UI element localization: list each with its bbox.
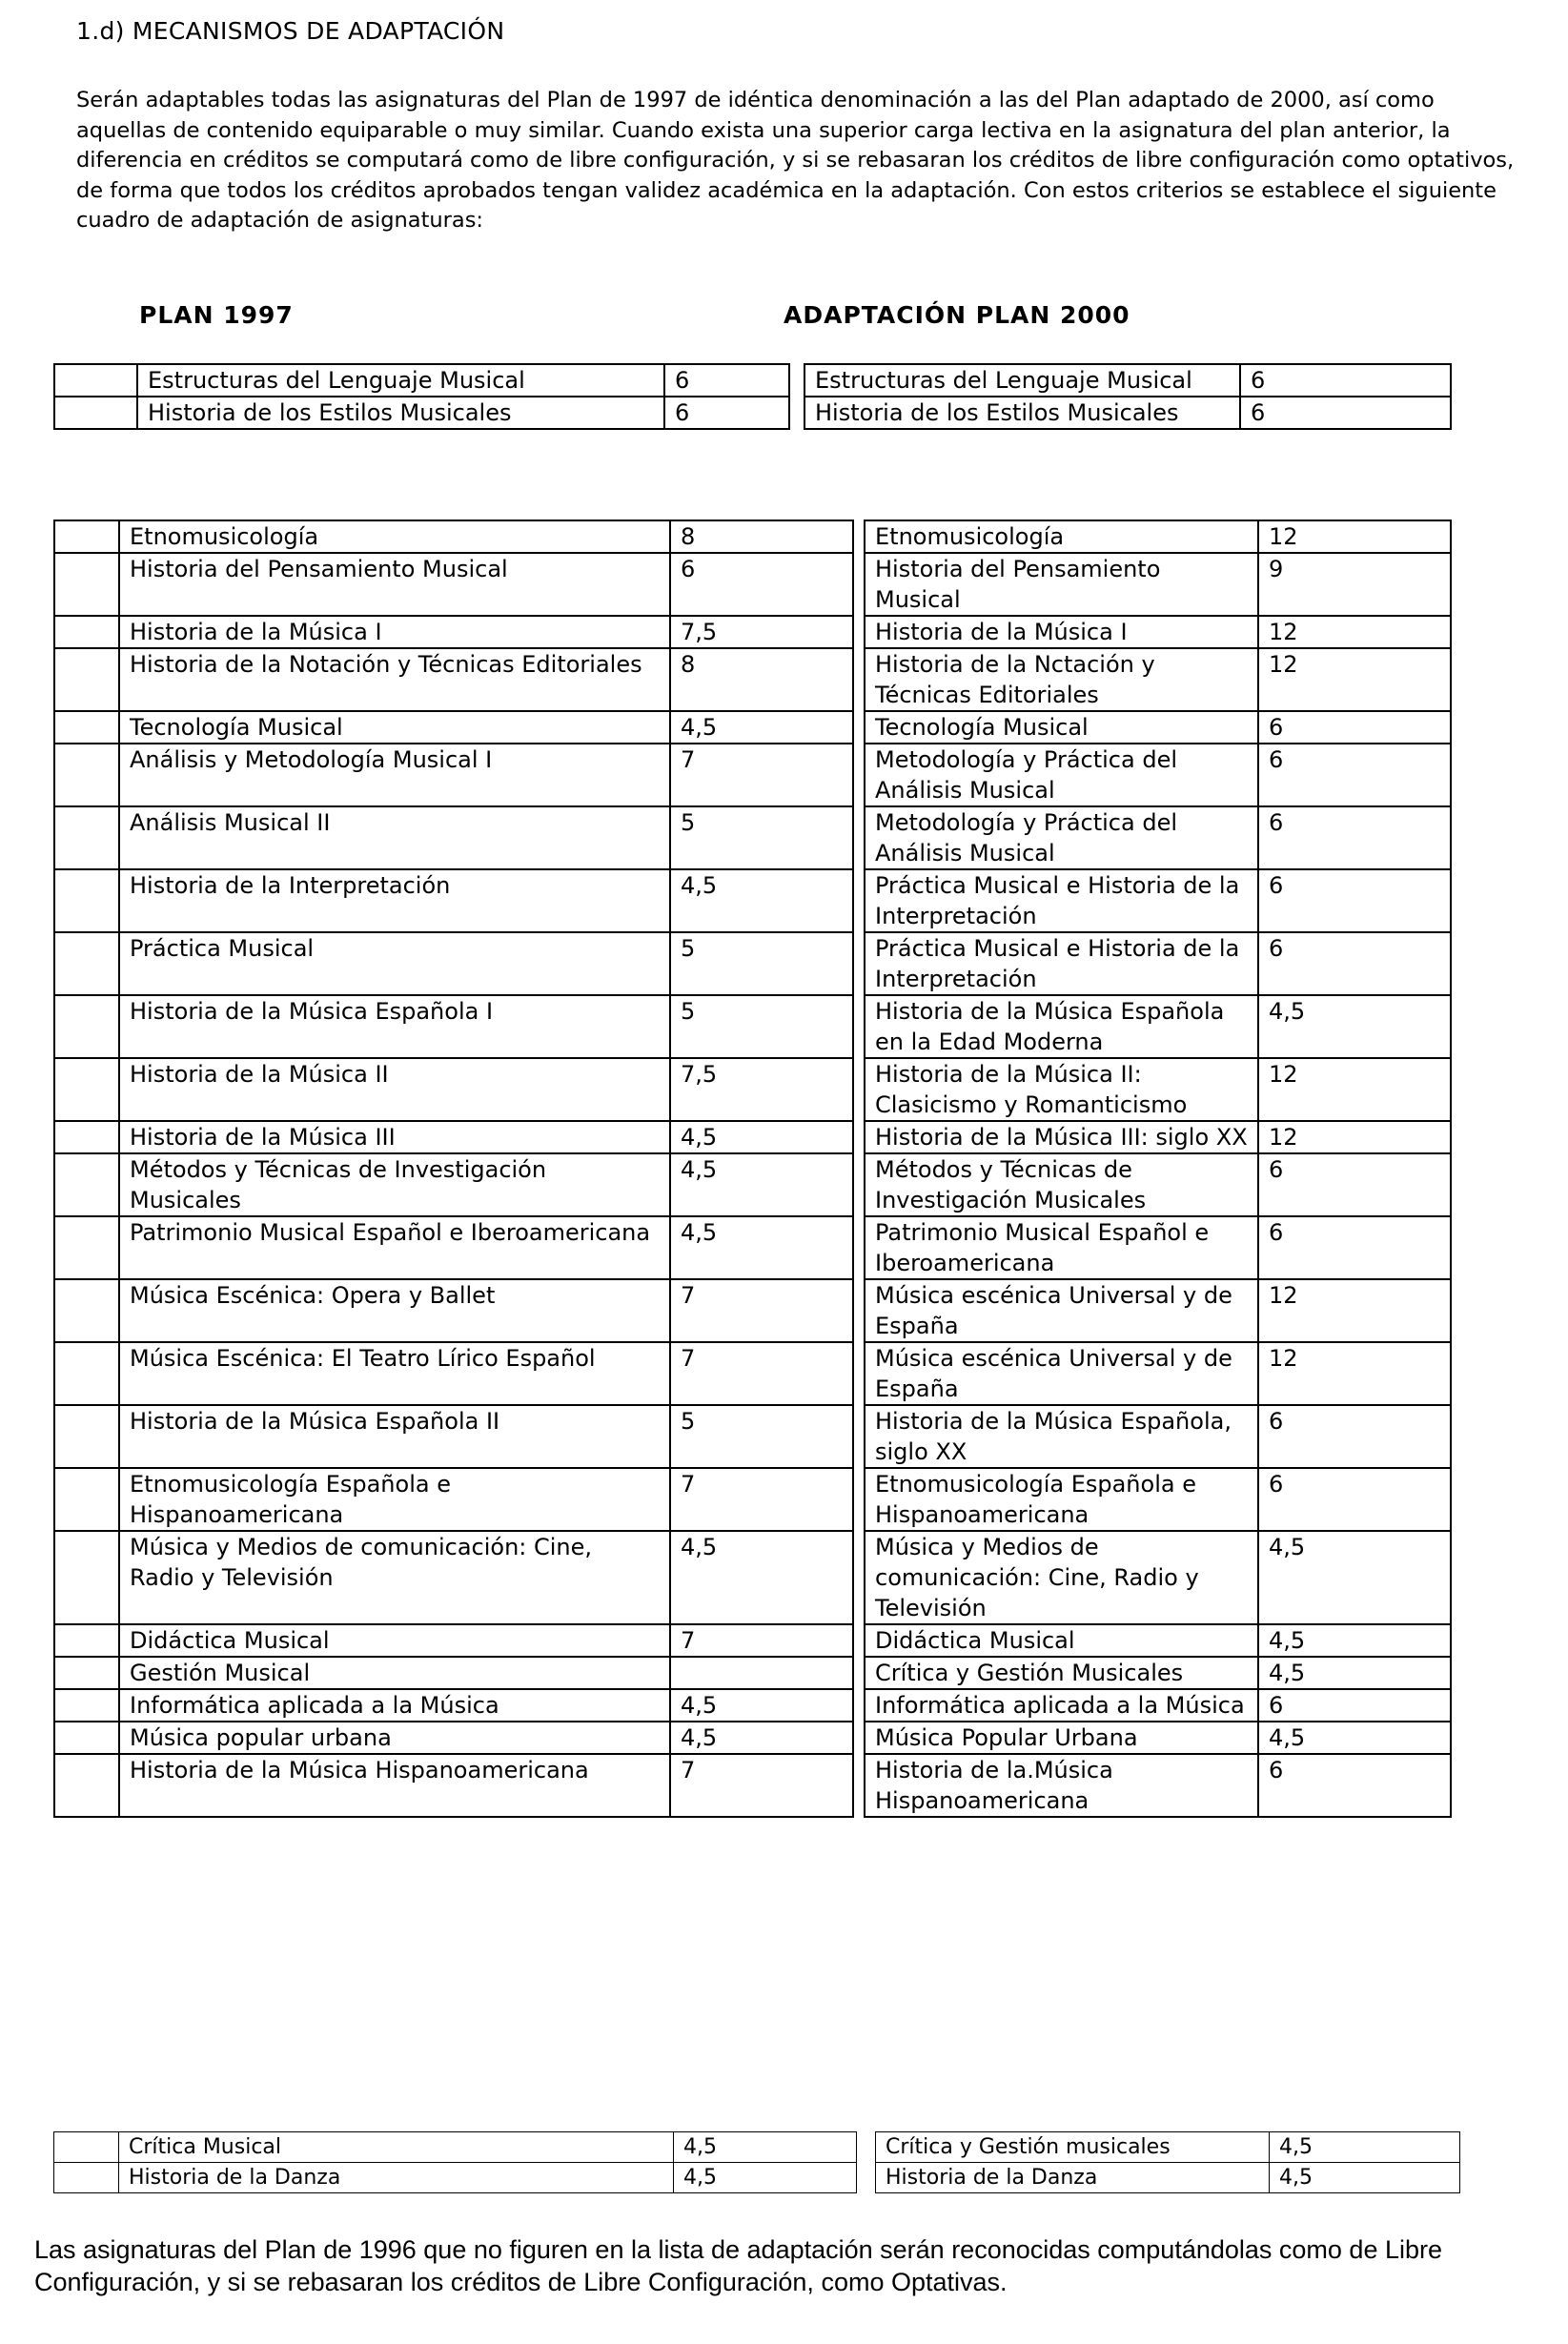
- plan-2000-subject: Crítica y Gestión Musicales: [865, 1657, 1258, 1689]
- plan-1997-subject: Música Escénica: El Teatro Lírico Español: [119, 1342, 670, 1405]
- adaptation-table-3-body: [54, 2132, 1460, 2193]
- plan-2000-subject: Etnomusicología: [865, 520, 1258, 553]
- adaptation-table-1: [53, 363, 1452, 430]
- intro-paragraph: Serán adaptables todas las asignaturas del Plan de 1997 de idéntica denominación a las del Plan adaptado de 2000, así como aquellas de contenido equiparable o muy similar. Cuando exista una superior carga lectiva en la asignatura del plan anterior, la diferencia en créditos se computará como de libre configuración, y si se rebasaran los créditos de libre configuración como optativos, de forma que todos los créditos aprobados tengan validez académica en la adaptación. Con estos criterios se establece el siguiente cuadro de adaptación de asignaturas:: [76, 88, 1515, 233]
- column-spacer: [853, 1624, 865, 1657]
- plan-2000-subject: Historia de la Música I: [865, 616, 1258, 648]
- column-spacer: [853, 995, 865, 1058]
- column-spacer: [853, 1058, 865, 1121]
- plan-2000-credits: 4,5: [1258, 1624, 1451, 1657]
- plan-2000-subject: Patrimonio Musical Español e Iberoamericana: [865, 1216, 1258, 1279]
- table-row: [54, 616, 1451, 648]
- table-row: [54, 711, 1451, 744]
- plan-1997-subject: Historia del Pensamiento Musical: [119, 553, 670, 616]
- plan-2000-credits: 4,5: [1258, 1722, 1451, 1754]
- column-spacer: [853, 932, 865, 995]
- plan-2000-credits: 12: [1258, 1121, 1451, 1153]
- plan-1997-credits: 6: [670, 553, 853, 616]
- plan-1997-credits: 5: [670, 1405, 853, 1468]
- row-stub: [54, 520, 119, 553]
- row-stub: [54, 1342, 119, 1405]
- table-row: [54, 2163, 1460, 2193]
- table-row: [54, 1531, 1451, 1624]
- plan-2000-credits: 6: [1258, 1754, 1451, 1817]
- plan-2000-subject: Historia de la Música II: Clasicismo y Romanticismo: [865, 1058, 1258, 1121]
- plan-2000-credits: 6: [1258, 1216, 1451, 1279]
- row-stub: [54, 1279, 119, 1342]
- plan-2000-subject: Práctica Musical e Historia de la Interpretación: [865, 932, 1258, 995]
- column-spacer: [853, 1754, 865, 1817]
- table-row: [54, 1153, 1451, 1216]
- row-stub: [54, 1468, 119, 1531]
- column-spacer: [853, 1689, 865, 1722]
- column-spacer: [853, 711, 865, 744]
- column-spacer: [853, 1216, 865, 1279]
- column-spacer: [853, 1121, 865, 1153]
- column-spacer: [853, 1279, 865, 1342]
- plan-2000-subject: Métodos y Técnicas de Investigación Musicales: [865, 1153, 1258, 1216]
- plan-1997-credits: 4,5: [670, 1689, 853, 1722]
- plan-1997-subject: Práctica Musical: [119, 932, 670, 995]
- plan-1997-credits: 7: [670, 1754, 853, 1817]
- plan-1997-subject: Patrimonio Musical Español e Iberoamericana: [119, 1216, 670, 1279]
- table-row: [54, 869, 1451, 932]
- plan-1997-credits: 5: [670, 932, 853, 995]
- column-spacer: [789, 397, 804, 429]
- column-spacer: [789, 364, 804, 397]
- row-stub: [54, 2163, 119, 2193]
- column-spacer: [857, 2132, 876, 2163]
- plan-2000-credits: 12: [1258, 1058, 1451, 1121]
- column-spacer: [853, 806, 865, 869]
- plan-1997-subject: Historia de la Música Española II: [119, 1405, 670, 1468]
- plan-2000-credits: 6: [1258, 806, 1451, 869]
- plan-1997-credits: 8: [670, 648, 853, 711]
- plan-1997-credits: 4,5: [674, 2163, 857, 2193]
- plan-2000-credits: 12: [1258, 1342, 1451, 1405]
- row-stub: [54, 932, 119, 995]
- plan-2000-credits: 12: [1258, 616, 1451, 648]
- table-row: [54, 995, 1451, 1058]
- plan-1997-subject: Música y Medios de comunicación: Cine, Radio y Televisión: [119, 1531, 670, 1624]
- plan-2000-credits: 4,5: [1258, 995, 1451, 1058]
- table-row: [54, 1342, 1451, 1405]
- plan-1997-credits: 4,5: [670, 1153, 853, 1216]
- plan-2000-credits: 4,5: [1258, 1657, 1451, 1689]
- row-stub: [54, 553, 119, 616]
- row-stub: [54, 1531, 119, 1624]
- column-spacer: [853, 616, 865, 648]
- row-stub: [54, 869, 119, 932]
- plan-2000-credits: 12: [1258, 520, 1451, 553]
- column-spacer: [853, 1657, 865, 1689]
- table-row: [54, 397, 1451, 429]
- plan-2000-credits: 12: [1258, 648, 1451, 711]
- plan-1997-subject: Música popular urbana: [119, 1722, 670, 1754]
- adaptation-table-2-body: [54, 520, 1451, 1817]
- table-row: [54, 1624, 1451, 1657]
- plan-2000-credits: 6: [1258, 1689, 1451, 1722]
- row-stub: [54, 1624, 119, 1657]
- row-stub: [54, 616, 119, 648]
- column-spacer: [853, 1153, 865, 1216]
- table-row: [54, 1689, 1451, 1722]
- row-stub: [54, 1722, 119, 1754]
- plan-1997-subject: Historia de la Música I: [119, 616, 670, 648]
- plan-1997-subject: Historia de la Música III: [119, 1121, 670, 1153]
- plan-1997-subject: Historia de la Danza: [119, 2163, 674, 2193]
- table-row: [54, 364, 1451, 397]
- plan-1997-subject: Crítica Musical: [119, 2132, 674, 2163]
- table-row: [54, 1722, 1451, 1754]
- plan-1997-credits: 7,5: [670, 616, 853, 648]
- plan-2000-credits: 6: [1240, 397, 1451, 429]
- plan-2000-subject: Metodología y Práctica del Análisis Musical: [865, 744, 1258, 806]
- row-stub: [54, 1754, 119, 1817]
- table-row: [54, 1405, 1451, 1468]
- plan-2000-subject: Historia de los Estilos Musicales: [804, 397, 1240, 429]
- plan-2000-subject: Historia de la Danza: [876, 2163, 1270, 2193]
- plan-2000-subject: Informática aplicada a la Música: [865, 1689, 1258, 1722]
- column-spacer: [853, 1405, 865, 1468]
- plan-1997-heading: PLAN 1997: [139, 301, 294, 329]
- table-row: [54, 1058, 1451, 1121]
- table-row: [54, 1216, 1451, 1279]
- plan-2000-subject: Tecnología Musical: [865, 711, 1258, 744]
- column-spacer: [853, 520, 865, 553]
- adaptation-table-2: [53, 520, 1452, 1818]
- column-spacer: [853, 1468, 865, 1531]
- plan-1997-credits: 5: [670, 806, 853, 869]
- table-row: [54, 1279, 1451, 1342]
- table-row: [54, 1657, 1451, 1689]
- section-heading: 1.d) MECANISMOS DE ADAPTACIÓN: [76, 17, 505, 45]
- plan-2000-subject: Historia del Pensamiento Musical: [865, 553, 1258, 616]
- plan-1997-credits: 4,5: [670, 711, 853, 744]
- row-stub: [54, 397, 137, 429]
- plan-1997-credits: 5: [670, 995, 853, 1058]
- plan-1997-credits: 6: [664, 364, 789, 397]
- column-spacer: [853, 744, 865, 806]
- row-stub: [54, 744, 119, 806]
- plan-2000-credits: 6: [1258, 1153, 1451, 1216]
- plan-2000-credits: 6: [1258, 744, 1451, 806]
- plan-2000-subject: Estructuras del Lenguaje Musical: [804, 364, 1240, 397]
- column-spacer: [853, 869, 865, 932]
- column-spacer: [853, 553, 865, 616]
- row-stub: [54, 1058, 119, 1121]
- plan-1997-credits: 6: [664, 397, 789, 429]
- plan-2000-subject: Práctica Musical e Historia de la Interpretación: [865, 869, 1258, 932]
- plan-1997-subject: Análisis Musical II: [119, 806, 670, 869]
- plan-1997-credits: 4,5: [670, 869, 853, 932]
- plan-2000-subject: Metodología y Práctica del Análisis Musical: [865, 806, 1258, 869]
- table-row: [54, 1121, 1451, 1153]
- plan-2000-credits: 6: [1258, 711, 1451, 744]
- plan-2000-credits: 6: [1240, 364, 1451, 397]
- plan-2000-credits: 6: [1258, 1405, 1451, 1468]
- row-stub: [54, 648, 119, 711]
- plan-2000-credits: 4,5: [1270, 2163, 1460, 2193]
- plan-1997-subject: Etnomusicología: [119, 520, 670, 553]
- plan-1997-credits: 7: [670, 1624, 853, 1657]
- column-spacer: [853, 1531, 865, 1624]
- plan-1997-subject: Didáctica Musical: [119, 1624, 670, 1657]
- row-stub: [54, 1153, 119, 1216]
- plan-2000-credits: 12: [1258, 1279, 1451, 1342]
- table-row: [54, 648, 1451, 711]
- column-spacer: [853, 648, 865, 711]
- table-row: [54, 553, 1451, 616]
- plan-1997-credits: 7: [670, 1468, 853, 1531]
- row-stub: [54, 1216, 119, 1279]
- plan-1997-credits: 4,5: [670, 1531, 853, 1624]
- table-row: [54, 932, 1451, 995]
- plan-1997-subject: Métodos y Técnicas de Investigación Musicales: [119, 1153, 670, 1216]
- plan-1997-subject: Estructuras del Lenguaje Musical: [137, 364, 664, 397]
- row-stub: [54, 2132, 119, 2163]
- plan-1997-subject: Historia de la Interpretación: [119, 869, 670, 932]
- plan-1997-credits: 4,5: [674, 2132, 857, 2163]
- adaptation-table-1-body: [54, 364, 1451, 429]
- plan-1997-credits: 7: [670, 1342, 853, 1405]
- table-row: [54, 744, 1451, 806]
- column-spacer: [853, 1342, 865, 1405]
- plan-1997-subject: Informática aplicada a la Música: [119, 1689, 670, 1722]
- row-stub: [54, 1405, 119, 1468]
- table-row: [54, 2132, 1460, 2163]
- plan-2000-credits: 4,5: [1270, 2132, 1460, 2163]
- row-stub: [54, 995, 119, 1058]
- table-row: [54, 806, 1451, 869]
- plan-2000-subject: Crítica y Gestión musicales: [876, 2132, 1270, 2163]
- table-row: [54, 1468, 1451, 1531]
- plan-2000-subject: Etnomusicología Española e Hispanoamericana: [865, 1468, 1258, 1531]
- table-row: [54, 1754, 1451, 1817]
- plan-2000-subject: Música y Medios de comunicación: Cine, Radio y Televisión: [865, 1531, 1258, 1624]
- plan-1997-subject: Música Escénica: Opera y Ballet: [119, 1279, 670, 1342]
- plan-1997-subject: Historia de la Música Hispanoamericana: [119, 1754, 670, 1817]
- plan-1997-credits: 4,5: [670, 1121, 853, 1153]
- plan-1997-subject: Tecnología Musical: [119, 711, 670, 744]
- plan-1997-credits: 4,5: [670, 1722, 853, 1754]
- plan-1997-credits: [670, 1657, 853, 1689]
- plan-1997-credits: 7: [670, 1279, 853, 1342]
- table-row: [54, 520, 1451, 553]
- column-spacer: [853, 1722, 865, 1754]
- row-stub: [54, 806, 119, 869]
- plan-2000-subject: Historia de la Nctación y Técnicas Editoriales: [865, 648, 1258, 711]
- plan-1997-subject: Análisis y Metodología Musical I: [119, 744, 670, 806]
- plan-1997-credits: 7: [670, 744, 853, 806]
- row-stub: [54, 711, 119, 744]
- row-stub: [54, 1657, 119, 1689]
- row-stub: [54, 1121, 119, 1153]
- plan-2000-credits: 6: [1258, 869, 1451, 932]
- plan-1997-subject: Gestión Musical: [119, 1657, 670, 1689]
- plan-2000-credits: 6: [1258, 1468, 1451, 1531]
- plan-2000-credits: 6: [1258, 932, 1451, 995]
- plan-2000-subject: Historia de la Música Española, siglo XX: [865, 1405, 1258, 1468]
- plan-2000-subject: Música escénica Universal y de España: [865, 1342, 1258, 1405]
- plan-1997-subject: Historia de los Estilos Musicales: [137, 397, 664, 429]
- plan-1997-credits: 7,5: [670, 1058, 853, 1121]
- plan-2000-subject: Historia de la Música Española en la Edad Moderna: [865, 995, 1258, 1058]
- plan-2000-subject: Música Popular Urbana: [865, 1722, 1258, 1754]
- plan-2000-subject: Didáctica Musical: [865, 1624, 1258, 1657]
- plan-1997-subject: Historia de la Notación y Técnicas Editoriales: [119, 648, 670, 711]
- footer-note: Las asignaturas del Plan de 1996 que no figuren en la lista de adaptación serán reconocidas computándolas como de Libre Configuración, y si se rebasaran los créditos de Libre Configuración, como Optativas.: [34, 2235, 1442, 2296]
- plan-2000-subject: Historia de la Música III: siglo XX: [865, 1121, 1258, 1153]
- plan-2000-subject: Historia de la.Música Hispanoamericana: [865, 1754, 1258, 1817]
- plan-1997-credits: 4,5: [670, 1216, 853, 1279]
- plan-1997-subject: Historia de la Música Española I: [119, 995, 670, 1058]
- adaptation-table-3: [53, 2131, 1460, 2193]
- plan-2000-credits: 4,5: [1258, 1531, 1451, 1624]
- plan-1997-subject: Etnomusicología Española e Hispanoamericana: [119, 1468, 670, 1531]
- row-stub: [54, 1689, 119, 1722]
- plan-1997-credits: 8: [670, 520, 853, 553]
- plan-2000-credits: 9: [1258, 553, 1451, 616]
- column-spacer: [857, 2163, 876, 2193]
- plan-1997-subject: Historia de la Música II: [119, 1058, 670, 1121]
- plan-2000-heading: ADAPTACIÓN PLAN 2000: [784, 301, 1130, 329]
- plan-2000-subject: Música escénica Universal y de España: [865, 1279, 1258, 1342]
- row-stub: [54, 364, 137, 397]
